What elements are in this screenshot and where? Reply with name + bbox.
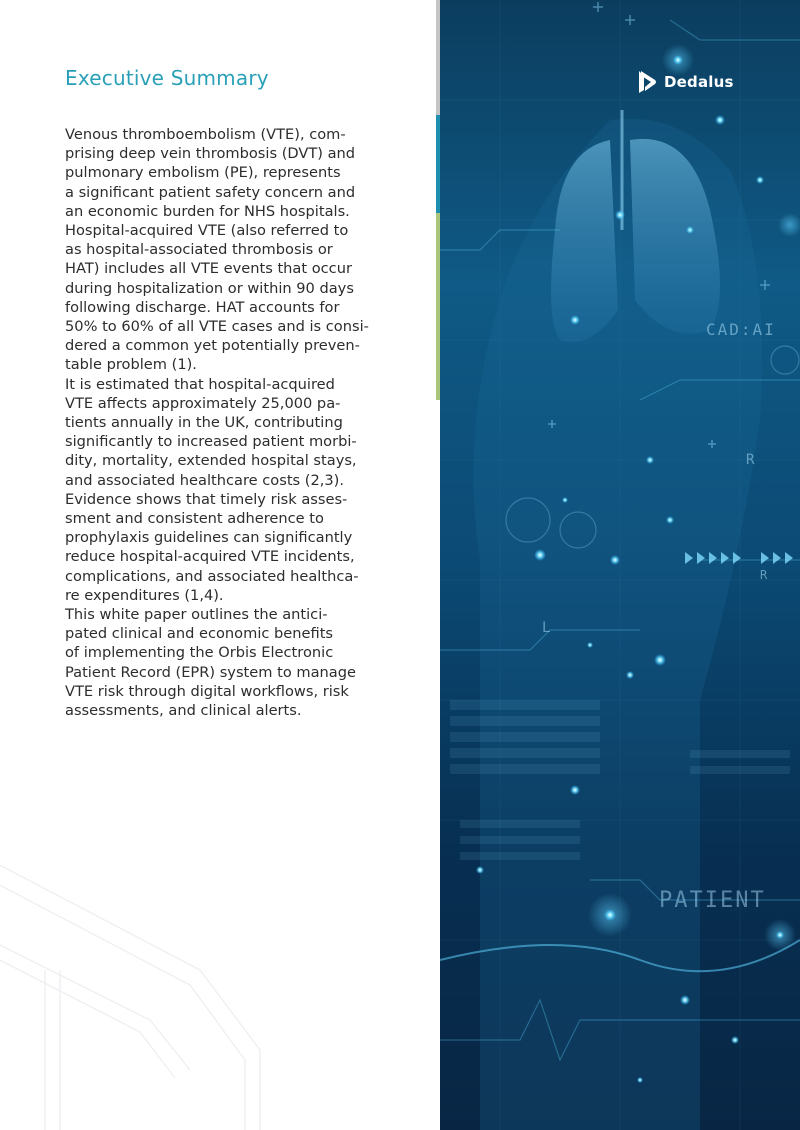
dedalus-logo xyxy=(636,68,734,96)
summary-body xyxy=(65,125,395,720)
decorative-chevron-lines xyxy=(0,820,436,1130)
r-marker-label-1: R xyxy=(746,452,755,468)
medical-illustration xyxy=(440,0,800,1130)
summary-paragraph-1: Venous thromboembolism (VTE), com- prising deep vein thrombosis (DVT) and pulmonary embolism (PE), represents a significant patient safety concern and an economic burden for NHS hospitals. Hospital-acquired VTE (also referred to as hospital-associated thrombosis or HAT) includes all VTE events that occur during hospitalization or within 90 days following discharge. HAT accounts for 50% to 60% of all VTE cases and is consi- dered a common yet potentially preven- table problem (1). xyxy=(65,126,369,374)
page-title: Executive Summary xyxy=(65,66,269,90)
l-marker-label: L xyxy=(542,620,551,636)
medical-hero-image xyxy=(440,0,800,1130)
dedalus-logo-icon xyxy=(636,69,658,95)
r-marker-label-2: R xyxy=(760,568,768,582)
summary-paragraph-3: This white paper outlines the antici- pated clinical and economic benefits of implementing the Orbis Electronic Patient Record (EPR) system to manage VTE risk through digital workflows, risk assessments, and clinical alerts. xyxy=(65,606,356,720)
patient-label: PATIENT xyxy=(659,888,766,913)
cad-ai-label: CAD:AI xyxy=(706,320,776,339)
brand-name: Dedalus xyxy=(664,73,734,91)
summary-paragraph-2: It is estimated that hospital-acquired VTE affects approximately 25,000 pa- tients annually in the UK, contributing significantly to increased patient morbi- dity, mortality, extended hospital stays, and associated healthcare costs (2,3). Evidence shows that timely risk asses- sment and consistent adherence to prophylaxis guidelines can significantly reduce hospital-acquired VTE incidents, complications, and associated healthca- re expenditures (1,4). xyxy=(65,375,359,604)
